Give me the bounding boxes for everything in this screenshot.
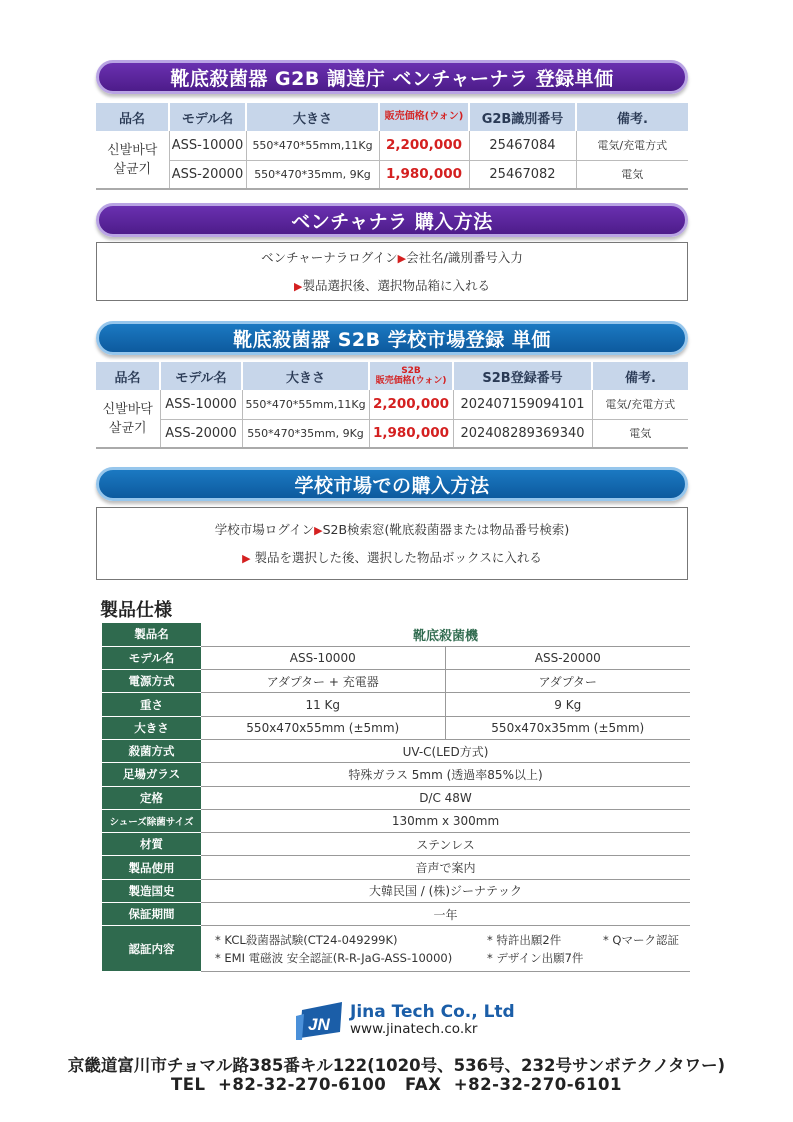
spec-row xyxy=(102,879,690,902)
company-contact: TEL +82-32-270-6100 FAX +82-32-270-6101 xyxy=(171,1075,622,1094)
spec-label: 製品名 xyxy=(102,623,201,646)
size-cell: 550*470*55mm,11Kg xyxy=(246,131,379,160)
spec-row xyxy=(102,693,690,716)
spec-table xyxy=(102,623,690,972)
arrow-right-icon: ▶ xyxy=(397,251,407,265)
note-cell: 電気 xyxy=(576,160,688,189)
spec-value: 11 Kg xyxy=(201,693,445,716)
spec-value: ASS-20000 xyxy=(445,646,690,669)
code-cell: 25467082 xyxy=(469,160,576,189)
spec-value: 550x470x35mm (±5mm) xyxy=(445,716,690,739)
cert-item: * KCL殺菌器試験(CT24-049299K) xyxy=(215,932,398,947)
s2b-price-table xyxy=(96,362,688,449)
spec-value: 靴底殺菌機 xyxy=(201,623,690,646)
school-banner xyxy=(96,467,688,501)
col-price: S2B 販売価格(ウォン) xyxy=(369,362,453,390)
spec-value: 音声で案内 xyxy=(201,856,690,879)
size-cell: 550*470*35mm, 9Kg xyxy=(246,160,379,189)
note-cell: 電気/充電方式 xyxy=(576,131,688,160)
g2b-price-table xyxy=(96,103,688,190)
col-product: 品名 xyxy=(96,362,160,390)
g2b-banner xyxy=(96,60,688,94)
spec-row xyxy=(102,833,690,856)
s2b-banner-title: 靴底殺菌器 S2B 学校市場登録 単価 xyxy=(233,328,551,351)
spec-row xyxy=(102,763,690,786)
col-g2b-code: G2B識別番号 xyxy=(469,103,576,131)
model-cell: ASS-10000 xyxy=(169,131,246,160)
spec-label: 定格 xyxy=(102,786,201,809)
price-cell: 1,980,000 xyxy=(379,160,469,189)
spec-value: 550x470x55mm (±5mm) xyxy=(201,716,445,739)
g2b-header-row xyxy=(96,103,688,131)
price-cell: 2,200,000 xyxy=(379,131,469,160)
spec-value: UV-C(LED方式) xyxy=(201,739,690,762)
spec-value: 130mm x 300mm xyxy=(201,809,690,832)
code-cell: 25467084 xyxy=(469,131,576,160)
venture-banner-title: ベンチャナラ 購入方法 xyxy=(291,210,493,233)
school-step-2: ▶ 製品を選択した後、選択した物品ボックスに入れる xyxy=(242,549,542,565)
col-size: 大きさ xyxy=(242,362,369,390)
product-name: 신발바닥 살균기 xyxy=(96,131,169,189)
spec-label: 材質 xyxy=(102,833,201,856)
note-cell: 電気 xyxy=(592,419,688,448)
col-product: 品名 xyxy=(96,103,169,131)
col-note: 備考. xyxy=(576,103,688,131)
size-cell: 550*470*35mm, 9Kg xyxy=(242,419,369,448)
venture-step-1: ベンチャーナラログイン▶会社名/識別番号入力 xyxy=(261,249,523,265)
spec-label: 大きさ xyxy=(102,716,201,739)
table-row xyxy=(96,390,688,419)
model-cell: ASS-10000 xyxy=(160,390,242,419)
venture-instructions xyxy=(96,242,688,301)
venture-banner xyxy=(96,203,688,237)
school-step-1: 学校市場ログイン▶S2B検索窓(靴底殺菌器または物品番号検索) xyxy=(214,521,570,537)
cert-list xyxy=(201,926,690,972)
spec-label: 製造国史 xyxy=(102,879,201,902)
spec-label: 足場ガラス xyxy=(102,763,201,786)
table-row xyxy=(96,131,688,160)
s2b-header-row xyxy=(96,362,688,390)
company-address: 京畿道富川市チョマル路385番キル122(1020号、536号、232号サンボテクノタワー) xyxy=(67,1056,726,1075)
price-cell: 1,980,000 xyxy=(369,419,453,448)
company-url: www.jinatech.co.kr xyxy=(350,1021,478,1037)
spec-value: ASS-10000 xyxy=(201,646,445,669)
spec-row xyxy=(102,623,690,646)
spec-row xyxy=(102,809,690,832)
company-logo xyxy=(296,1000,515,1040)
col-model: モデル名 xyxy=(160,362,242,390)
arrow-right-icon: ▶ xyxy=(314,523,323,537)
col-model: モデル名 xyxy=(169,103,246,131)
spec-label: シューズ除菌サイズ xyxy=(102,809,201,832)
spec-value: ステンレス xyxy=(201,833,690,856)
spec-value: アダプター + 充電器 xyxy=(201,670,445,693)
col-note: 備考. xyxy=(592,362,688,390)
code-cell: 202407159094101 xyxy=(453,390,592,419)
col-price: 販売価格(ウォン) xyxy=(379,103,469,131)
code-cell: 202408289369340 xyxy=(453,419,592,448)
spec-row xyxy=(102,739,690,762)
spec-row xyxy=(102,646,690,669)
spec-label: 電源方式 xyxy=(102,670,201,693)
svg-text:JN: JN xyxy=(308,1015,330,1034)
model-cell: ASS-20000 xyxy=(169,160,246,189)
jn-logo-icon xyxy=(296,1000,344,1040)
cert-item: * デザイン出願7件 xyxy=(487,950,584,965)
spec-value: 一年 xyxy=(201,903,690,926)
spec-row xyxy=(102,926,690,972)
spec-row xyxy=(102,856,690,879)
g2b-banner-title: 靴底殺菌器 G2B 調達庁 ベンチャーナラ 登録単価 xyxy=(170,67,614,90)
spec-label: 認証内容 xyxy=(102,926,201,972)
arrow-right-icon: ▶ xyxy=(294,279,303,293)
venture-step-2: ▶製品選択後、選択物品箱に入れる xyxy=(294,277,490,293)
size-cell: 550*470*55mm,11Kg xyxy=(242,390,369,419)
spec-label: 殺菌方式 xyxy=(102,739,201,762)
price-cell: 2,200,000 xyxy=(369,390,453,419)
spec-title: 製品仕様 xyxy=(100,600,172,621)
product-name: 신발바닥 살균기 xyxy=(96,390,160,448)
spec-value: アダプター xyxy=(445,670,690,693)
spec-value: 9 Kg xyxy=(445,693,690,716)
cert-item: * 特許出願2件 xyxy=(487,932,562,947)
table-row xyxy=(96,160,688,189)
cert-item: * EMI 電磁波 安全認証(R-R-JaG-ASS-10000) xyxy=(215,950,453,965)
s2b-banner xyxy=(96,321,688,355)
spec-value: 大韓民国 / (株)ジーナテック xyxy=(201,879,690,902)
spec-label: 製品使用 xyxy=(102,856,201,879)
spec-row xyxy=(102,903,690,926)
spec-row xyxy=(102,670,690,693)
spec-row xyxy=(102,716,690,739)
spec-value: 特殊ガラス 5mm (透過率85%以上) xyxy=(201,763,690,786)
cert-item: * Qマーク認証 xyxy=(603,932,679,947)
spec-label: 重さ xyxy=(102,693,201,716)
school-banner-title: 学校市場での購入方法 xyxy=(294,474,490,497)
col-size: 大きさ xyxy=(246,103,379,131)
table-row xyxy=(96,419,688,448)
arrow-right-icon: ▶ xyxy=(242,551,251,565)
company-name: Jina Tech Co., Ltd xyxy=(350,1002,515,1022)
spec-row xyxy=(102,786,690,809)
model-cell: ASS-20000 xyxy=(160,419,242,448)
spec-label: モデル名 xyxy=(102,646,201,669)
spec-label: 保証期間 xyxy=(102,903,201,926)
spec-value: D/C 48W xyxy=(201,786,690,809)
note-cell: 電気/充電方式 xyxy=(592,390,688,419)
col-s2b-code: S2B登録番号 xyxy=(453,362,592,390)
school-instructions xyxy=(96,507,688,580)
